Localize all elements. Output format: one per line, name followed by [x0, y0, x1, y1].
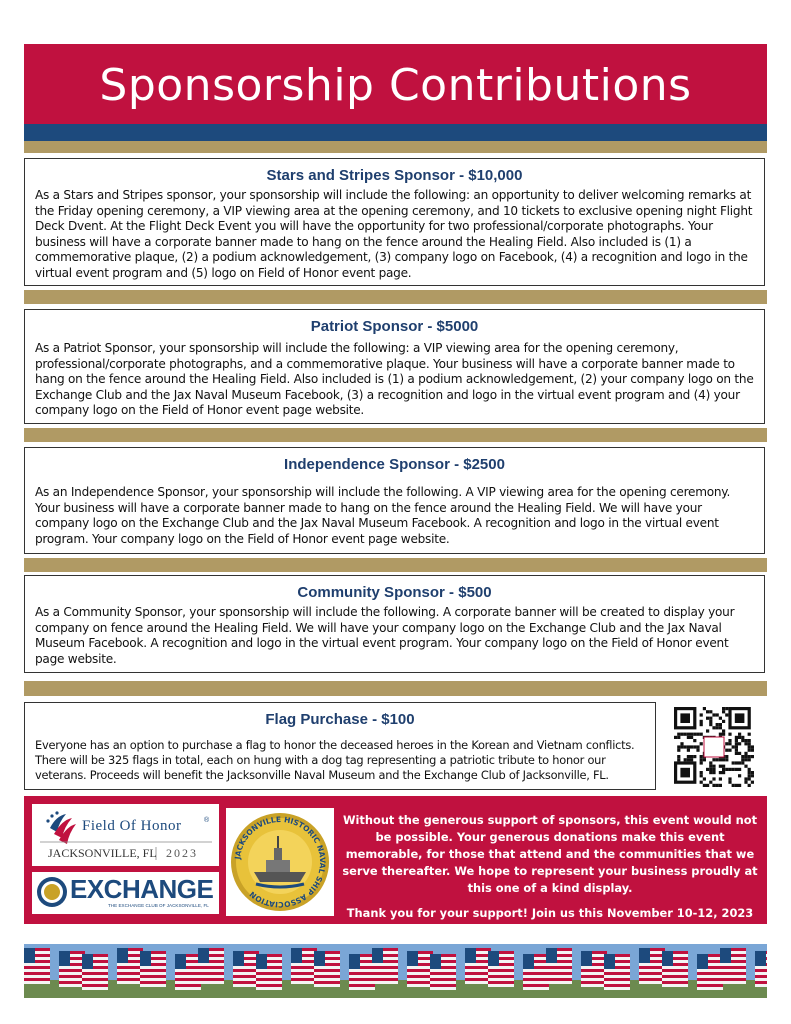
gold-divider [24, 558, 767, 572]
logo-text-year: 2023 [166, 846, 198, 860]
sponsor-title: Patriot Sponsor - $5000 [310, 318, 479, 335]
gold-divider [24, 428, 767, 442]
gold-divider [24, 681, 767, 696]
logo-text-exchange: EXCHANGE [70, 874, 214, 904]
sponsor-independence [24, 447, 765, 554]
sponsor-community [24, 575, 765, 673]
sponsor-patriot [24, 309, 765, 424]
sponsor-description: Everyone has an option to purchase a flag to honor the deceased heroes in the Korean and Vietnam conflicts. There will be 325 flags in total, each on hung with a dog tag representing a patriotic tribute to honor our veterans. Proceeds will benefit the Jacksonville Naval Museum and the Exchange Club of Jacksonville, FL. [35, 738, 635, 782]
sponsor-title: Community Sponsor - $500 [297, 584, 492, 601]
gold-divider [24, 290, 767, 304]
flag-purchase [24, 702, 656, 790]
sponsor-description: As a Community Sponsor, your sponsorship will include the following. A corporate banner will be created to display your company on fence around the Healing Field. We will have your company logo on the Exchange Club and the Jax Naval Museum Facebook. A recognition and logo in the virtual event program. Your company logo on the Field of Honor event page website. [35, 605, 735, 666]
thanks-message: Thank you for your support! Join us this November 10-12, 2023 [346, 906, 754, 920]
sponsor-stars-and-stripes [24, 158, 765, 286]
naval-ship-association-logo [226, 808, 334, 916]
footer-message [340, 812, 760, 922]
support-message: Without the generous support of sponsors, this event would not be possible. Your generous donations make this event memorable, for those that attend and the communities that we serve thereafter. We hope to represent your business proudly at this one of a kind display. [342, 813, 758, 895]
navy-divider [24, 124, 767, 141]
logo-text-jacksonville: JACKSONVILLE, FL [48, 846, 157, 860]
gold-divider [24, 141, 767, 153]
exchange-club-logo [32, 872, 219, 914]
sponsor-title: Flag Purchase - $100 [265, 711, 415, 728]
svg-text:JACKSONVILLE HISTORIC NAVAL SH [233, 815, 327, 909]
logo-registered: ® [204, 817, 210, 824]
logo-text-naval-ring: JACKSONVILLE HISTORIC NAVAL SHIP ASSOCIATION [233, 814, 328, 910]
logo-text-field-of-honor: Field Of Honor [82, 818, 182, 834]
page-header [24, 44, 767, 124]
sponsor-description: As an Independence Sponsor, your sponsorship will include the following. A VIP viewing area for the opening ceremony. Your business will have a corporate banner made to hang on the fence around the Healing Field. We will have your company logo on the Exchange Club and the Jax Naval Museum Facebook. A recognition and logo in the virtual event program. Your company logo on the Field of Honor event page website. [35, 485, 731, 546]
sponsor-title: Stars and Stripes Sponsor - $10,000 [266, 167, 523, 184]
sponsor-title: Independence Sponsor - $2500 [284, 456, 505, 473]
page-title: Sponsorship Contributions [99, 60, 692, 111]
sponsor-description: As a Patriot Sponsor, your sponsorship will include the following: a VIP viewing area for the opening ceremony, professional/corporate photographs, and a commemorative plaque. Your business will have a corporate banner made to hang on the fence around the Healing Field. Also included is (1) a podium acknowledgement, (2) your company logo on the Exchange Club and the Jax Naval Museum Facebook, (3) a recognition and logo in the virtual event program and (4) your company logo on the Field of Honor event page website. [35, 341, 754, 417]
flags-photo [24, 944, 767, 998]
logo-text-exchange-sub: THE EXCHANGE CLUB OF JACKSONVILLE, FL [108, 903, 209, 908]
field-of-honor-logo [32, 804, 219, 866]
qr-code-icon[interactable] [674, 707, 754, 787]
sponsor-description: As a Stars and Stripes sponsor, your sponsorship will include the following: an opportunity to deliver welcoming remarks at the Friday opening ceremony, a VIP viewing area at the opening ceremony, and 10 tickets to exclusive opening night Flight Deck Dvent. At the Flight Deck Event you will have the opportunity for two professional/corporate photographs. Your business will have a corporate banner made to hang on the fence around the Healing Field. Also included is (1) a commemorative plaque, (2) a podium acknowledgement, (3) company logo on Facebook, (4) a recognition and logo in the virtual event program and (5) logo on Field of Honor event page. [35, 188, 753, 280]
footer-banner [24, 796, 767, 924]
